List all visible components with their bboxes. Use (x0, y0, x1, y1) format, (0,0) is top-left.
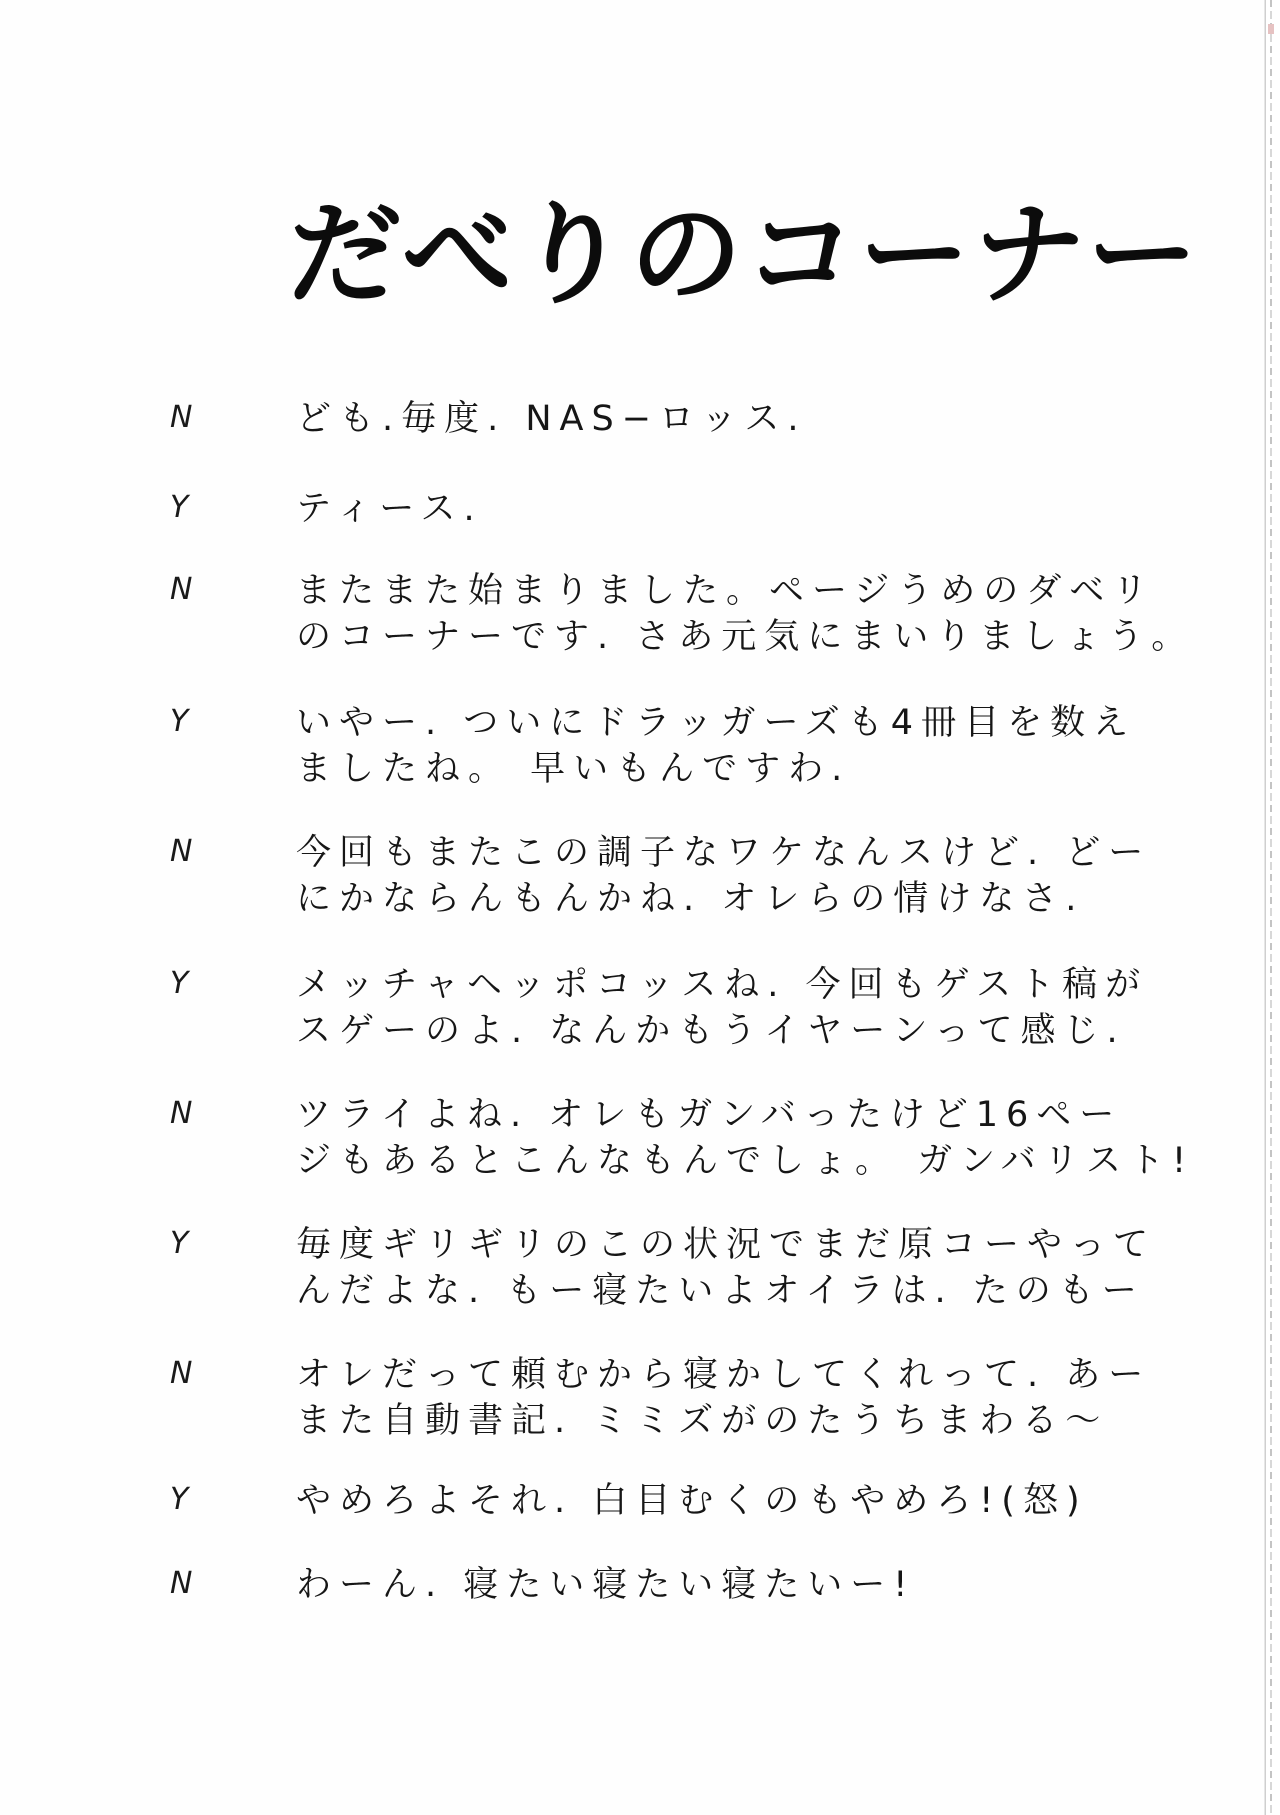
speech-line: やめろよそれ. 白目むくのもやめろ!(怒) (296, 1481, 1088, 1521)
dialogue-line (0, 830, 1260, 940)
speech-line: ティース. (296, 489, 483, 529)
speech-line: にかならんもんかね. オレらの情けなさ. (296, 879, 1085, 919)
speech-line: いやー. ついにドラッガーズも4冊目を数え (296, 703, 1137, 743)
speech-line: ましたね。 早いもんですわ. (296, 749, 851, 789)
dialogue-line (0, 962, 1260, 1072)
speech-text (296, 1478, 1176, 1524)
speaker-label: N (170, 1356, 193, 1391)
page-title: だべりのコーナー (283, 189, 1205, 320)
speech-text (296, 396, 1176, 442)
speaker-label: Y (170, 1482, 189, 1517)
speaker-label: N (170, 572, 193, 607)
speech-text (296, 700, 1176, 792)
dialogue-line (0, 568, 1260, 678)
dialogue-line (0, 700, 1260, 810)
speech-line: スゲーのよ. なんかもうイヤーンって感じ. (296, 1011, 1126, 1051)
speech-line: メッチャヘッポコッスね. 今回もゲスト稿が (296, 965, 1149, 1005)
speech-text (296, 1562, 1176, 1608)
dialogue-line (0, 1352, 1260, 1462)
speech-line: わーん. 寝たい寝たい寝たいー! (296, 1565, 916, 1605)
dialogue-line (0, 1092, 1260, 1202)
edge-perforation (1270, 0, 1272, 1815)
speech-line: またまた始まりました。ページうめのダベリ (296, 571, 1156, 611)
speech-line: 毎度ギリギリのこの状況でまだ原コーやって (296, 1225, 1157, 1265)
speaker-label: N (170, 1096, 193, 1131)
speech-text (296, 962, 1176, 1054)
speech-text (296, 830, 1176, 922)
speaker-label: N (170, 1566, 193, 1601)
speech-line: ジもあるとこんなもんでしょ。 ガンバリスト! (296, 1141, 1195, 1181)
speaker-label: Y (170, 966, 189, 1001)
dialogue-line (0, 1562, 1260, 1672)
page-edge (1265, 0, 1280, 1815)
speaker-label: Y (170, 490, 189, 525)
speech-line: また自動書記. ミミズがのたうちまわる〜 (296, 1401, 1109, 1441)
speech-text (296, 1092, 1195, 1184)
speaker-label: Y (170, 1226, 189, 1261)
speech-text (296, 1222, 1176, 1314)
dialogue-line (0, 1222, 1260, 1332)
speech-line: ども.毎度. NAS−ロッス. (296, 399, 807, 439)
speech-line: んだよな. もー寝たいよオイラは. たのもー (296, 1271, 1145, 1311)
corner-mark (1268, 24, 1274, 34)
speech-text (296, 486, 1176, 532)
speech-line: ツライよね. オレもガンバったけど16ペー (296, 1095, 1123, 1135)
speech-line: のコーナーです. さあ元気にまいりましょう。 (296, 617, 1195, 657)
speech-text (296, 1352, 1176, 1444)
speech-line: 今回もまたこの調子なワケなんスけど. どー (296, 833, 1152, 873)
speaker-label: N (170, 834, 193, 869)
speech-line: オレだって頼むから寝かしてくれって. あー (296, 1355, 1152, 1395)
speaker-label: N (170, 400, 193, 435)
speech-text (296, 568, 1195, 660)
speaker-label: Y (170, 704, 189, 739)
